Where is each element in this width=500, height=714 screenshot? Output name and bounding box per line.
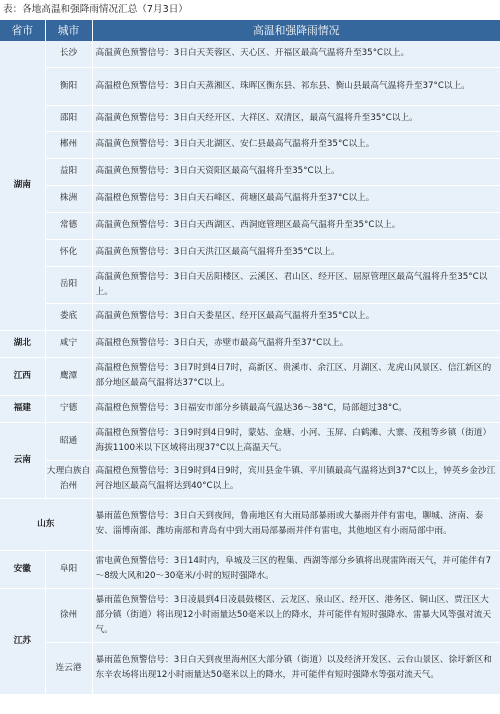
city-cell: 连云港 [45, 642, 92, 694]
info-cell: 高温橙色预警信号：3日白天石峰区、荷塘区最高气温将升至37°C以上。 [92, 185, 500, 212]
table-row [0, 41, 500, 67]
info-cell: 暴雨蓝色预警信号：3日白天到夜里海州区大部分镇（街道）以及经济开发区、云台山景区、徐圩新区和东辛农场将出现12小时雨量达50毫米以上的降水，并可能伴有短时强降水等强对流天气。 [92, 642, 500, 694]
table-row [0, 550, 500, 588]
city-cell: 衡阳 [45, 67, 92, 105]
city-cell: 徐州 [45, 588, 92, 642]
city-cell: 阜阳 [45, 550, 92, 588]
province-cell: 安徽 [0, 550, 45, 588]
table-row [0, 642, 500, 694]
table-row [0, 460, 500, 498]
table-row [0, 131, 500, 158]
province-cell: 江西 [0, 357, 45, 395]
province-cell: 山东 [0, 498, 92, 550]
table-row [0, 158, 500, 185]
table-row [0, 498, 500, 550]
info-cell: 高温黄色预警信号：3日白天西湖区、西洞庭管理区最高气温将升至35°C以上。 [92, 212, 500, 239]
city-cell: 大理白族自治州 [45, 460, 92, 498]
info-cell: 高温黄色预警信号：3日白天经开区、大祥区、双清区，最高气温将升至35°C以上。 [92, 105, 500, 131]
info-cell: 高温黄色预警信号：3日白天岳阳楼区、云溪区、君山区、经开区、屈原管理区最高气温将升至35°C以上。 [92, 266, 500, 303]
info-cell: 高温黄色预警信号：3日白天北湖区、安仁县最高气温将升至35°C以上。 [92, 131, 500, 158]
table-row [0, 303, 500, 330]
city-cell: 长沙 [45, 41, 92, 67]
info-cell: 暴雨蓝色预警信号：3日白天到夜间，鲁南地区有大雨局部暴雨或大暴雨并伴有雷电，聊城、济南、泰安、淄博南部、潍坊南部和青岛有中到大雨局部暴雨并伴有雷电，其他地区有小雨局部中雨。 [92, 498, 500, 550]
province-cell: 云南 [0, 422, 45, 498]
table-row [0, 588, 500, 642]
info-cell: 雷电黄色预警信号：3日14时内，阜城及三区的程集、西湖等部分乡镇将出现雷阵雨天气，并可能伴有7～8级大风和20～30毫米/小时的短时强降水。 [92, 550, 500, 588]
city-cell: 常德 [45, 212, 92, 239]
table-row [0, 266, 500, 303]
table-row [0, 212, 500, 239]
province-cell: 江苏 [0, 588, 45, 694]
city-cell: 株洲 [45, 185, 92, 212]
header-info: 高温和强降雨情况 [92, 20, 500, 41]
info-cell: 高温橙色预警信号：3日7时到4日7时，高新区、贵溪市、余江区、月湖区、龙虎山风景区、信江新区的部分地区最高气温将达37°C以上。 [92, 357, 500, 395]
city-cell: 岳阳 [45, 266, 92, 303]
info-cell: 高温橙色预警信号：3日福安市部分乡镇最高气温达36～38°C，局部超过38°C。 [92, 395, 500, 422]
city-cell: 怀化 [45, 239, 92, 266]
table-row [0, 67, 500, 105]
table-row [0, 239, 500, 266]
city-cell: 昭通 [45, 422, 92, 460]
province-cell: 福建 [0, 395, 45, 422]
table-row [0, 185, 500, 212]
info-cell: 高温橙色预警信号：3日白天蒸湘区、珠晖区衡东县、祁东县、衡山县最高气温将升至37°C以上。 [92, 67, 500, 105]
info-cell: 高温黄色预警信号：3日白天芙蓉区、天心区、开福区最高气温将升至35°C以上。 [92, 41, 500, 67]
info-cell: 高温橙色预警信号：3日9时到4日9时，宾川县金牛镇、平川镇最高气温将达到37°C以上，钟英乡金沙江河谷地区最高气温将达到40°C以上。 [92, 460, 500, 498]
info-cell: 高温黄色预警信号：3日白天资阳区最高气温将升至35°C以上。 [92, 158, 500, 185]
city-cell: 郴州 [45, 131, 92, 158]
province-cell: 湖南 [0, 41, 45, 330]
table-header-row [0, 20, 500, 41]
table-row [0, 105, 500, 131]
table-row [0, 357, 500, 395]
table-row [0, 330, 500, 357]
city-cell: 益阳 [45, 158, 92, 185]
city-cell: 咸宁 [45, 330, 92, 357]
weather-warning-table [0, 20, 500, 695]
city-cell: 鹰潭 [45, 357, 92, 395]
province-cell: 湖北 [0, 330, 45, 357]
header-city: 城市 [45, 20, 92, 41]
info-cell: 高温黄色预警信号：3日白天娄星区、经开区最高气温将升至35°C以上。 [92, 303, 500, 330]
header-province: 省市 [0, 20, 45, 41]
info-cell: 高温橙色预警信号：3日白天，赤壁市最高气温将升至37°C以上。 [92, 330, 500, 357]
info-cell: 高温橙色预警信号：3日9时到4日9时，蒙姑、金塘、小河、玉屏、白鹤滩、大寨、茂租等乡镇（街道）海拔1100米以下区域将出现37°C以上高温天气。 [92, 422, 500, 460]
table-caption: 表：各地高温和强降雨情况汇总（7月3日） [3, 4, 188, 15]
city-cell: 邵阳 [45, 105, 92, 131]
city-cell: 娄底 [45, 303, 92, 330]
table-row [0, 422, 500, 460]
table-row [0, 395, 500, 422]
info-cell: 高温黄色预警信号：3日白天洪江区最高气温将升至35°C以上。 [92, 239, 500, 266]
city-cell: 宁德 [45, 395, 92, 422]
info-cell: 暴雨蓝色预警信号：3日凌晨到4日凌晨鼓楼区、云龙区、泉山区、经开区、港务区、铜山区、贾汪区大部分镇（街道）将出现12小时雨量达50毫米以上的降水，并可能伴有短时强降水、雷暴大风等强对流天气。 [92, 588, 500, 642]
